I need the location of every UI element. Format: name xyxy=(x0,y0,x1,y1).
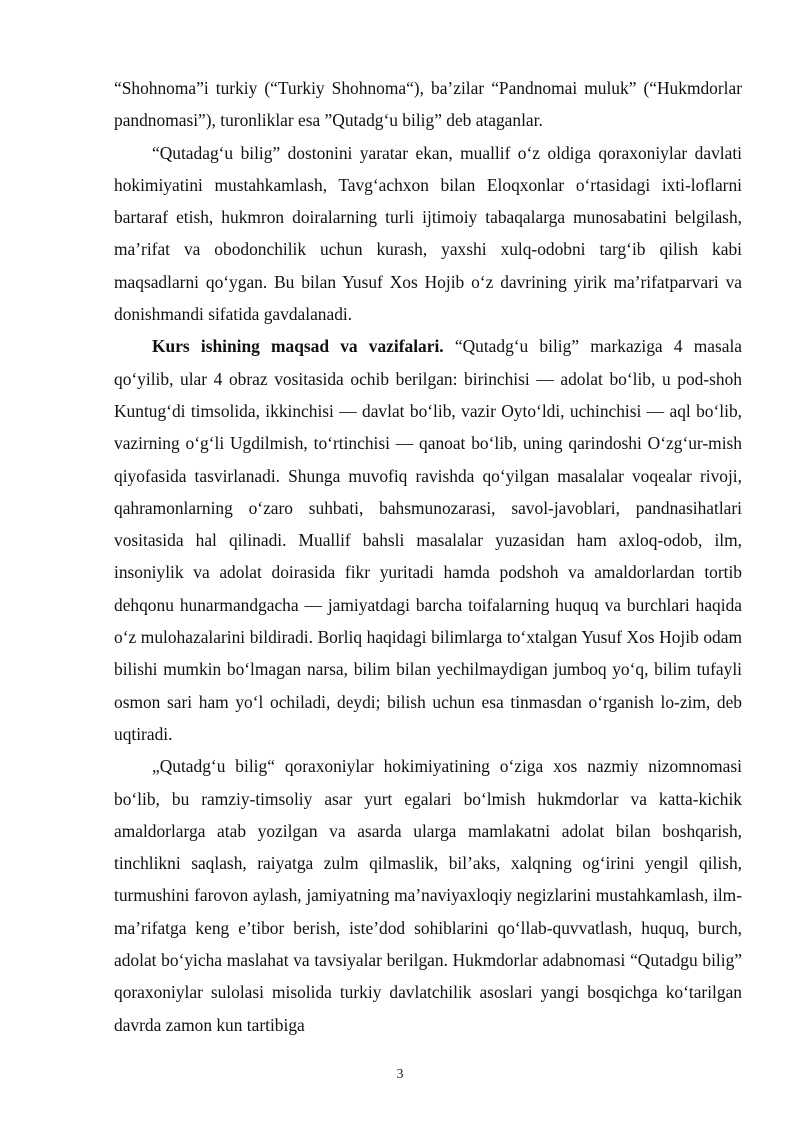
page-number: 3 xyxy=(396,1067,404,1082)
paragraph-2: “Qutadag‘u bilig” dostonini yaratar ekan, muallif o‘z oldiga qoraxoniylar davlati hokimiyatini mustahkamlash, Tavg‘achxon bilan Eloqxonlar o‘rtasidagi ixti-loflarni bartaraf etish, hukmron doiralarning turli ijtimoiy tabaqalarga munosabatini belgilash, ma’rifat va obodonchilik uchun kurash, yaxshi xulq-odobni targ‘ib qilish kabi maqsadlarni qo‘ygan. Bu bilan Yusuf Xos Hojib o‘z davrining yirik ma’rifatparvari va donishmandi sifatida gavdalanadi. xyxy=(114,142,742,325)
paragraph-3-text: “Qutadg‘u bilig” markaziga 4 masala qo‘yilib, ular 4 obraz vositasida ochib berilgan: birinchisi — adolat bo‘lib, u pod-shoh Kuntug‘di timsolida, ikkinchisi — davlat bo‘lib, vazir Oyto‘ldi, uchinchisi — aql bo‘lib, vazirning o‘g‘li Ugdilmish, to‘rtinchisi — qanoat bo‘lib, uning qarindoshi O‘zg‘ur-mish qiyofasida tasvirlanadi. Shunga muvofiq ravishda qo‘yilgan masalalar voqealar rivoji, qahramonlarning o‘zaro suhbati, bahsmunozarasi, savol-javoblari, pandnasihatlari vositasida hal qilinadi. Muallif bahsli masalalar yuzasidan ham axloq-odob, ilm, insoniylik va adolat doirasida fikr yuritadi hamda podshoh va amaldorlardan tortib dehqonu hunarmandgacha — jamiyatdagi barcha toifalarning huquq va burchlari haqida o‘z mulohazalarini bildiradi. Borliq haqidagi bilimlarga to‘xtalgan Yusuf Xos Hojib odam bilishi mumkin bo‘lmagan narsa, bilim bilan yechilmaydigan jumboq yo‘q, bilim tufayli osmon sari ham yo‘l ochiladi, deydi; bilish uchun esa tinmasdan o‘rganish lo-zim, deb uqtiradi. xyxy=(114,336,742,744)
body-text xyxy=(114,72,742,1041)
paragraph-3 xyxy=(114,330,742,750)
paragraph-1: “Shohnoma”i turkiy (“Turkiy Shohnoma“), ba’zilar “Pandnomai muluk” (“Hukmdorlar pandnomasi”), turonliklar esa ”Qutadg‘u bilig” deb ataganlar. xyxy=(114,78,742,131)
paragraph-4: „Qutadg‘u bilig“ qoraxoniylar hokimiyatining o‘ziga xos nazmiy nizomnomasi bo‘lib, bu ramziy-timsoliy asar yurt egalari bo‘lmish hukmdorlar va katta-kichik amaldorlarga atab yozilgan va asarda ularga mamlakatni adolat bilan boshqarish, tinchlikni saqlash, raiyatga zulm qilmaslik, bil’aks, xalqning og‘irini yengil qilish, turmushini farovon aylash, jamiyatning ma’naviyaxloqiy negizlarini mustahkamlash, ilm-ma’rifatga keng e’tibor berish, iste’dod sohiblarini qo‘llab-quvvatlash, huquq, burch, adolat bo‘yicha maslahat va tavsiyalar berilgan. Hukmdorlar adabnomasi “Qutadgu bilig” qoraxoniylar sulolasi misolida turkiy davlatchilik asoslari yangi bosqichga ko‘tarilgan davrda zamon kun tartibiga xyxy=(114,756,742,1035)
section-heading: Kurs ishining maqsad va vazifalari. xyxy=(152,336,444,357)
